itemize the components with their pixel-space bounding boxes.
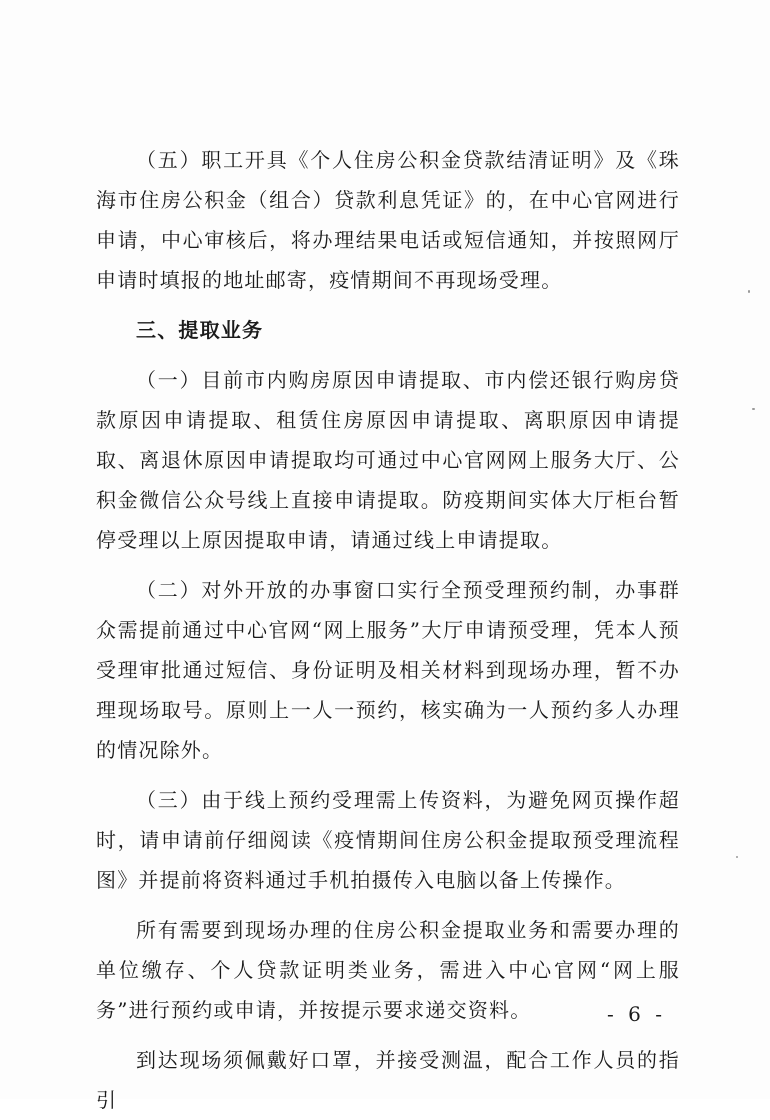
paragraph-loan-certificate: （五）职工开具《个人住房公积金贷款结清证明》及《珠海市住房公积金（组合）贷款利息凭证》的，在中心官网进行申请，中心审核后，将办理结果电话或短信通知，并按照网厅申请时填报的地址邮寄，疫情期间不再现场受理。: [96, 148, 680, 292]
paragraph-onsite-business: 所有需要到现场办理的住房公积金提取业务和需要办理的单位缴存、个人贷款证明类业务，需进入中心官网“网上服务”进行预约或申请，并按提示要求递交资料。: [96, 918, 680, 1022]
document-body: [96, 140, 680, 1120]
scan-speck: [748, 290, 750, 293]
page-number: - 6 -: [607, 1002, 666, 1026]
scan-speck: [752, 408, 755, 410]
section-heading-withdrawal: 三、提取业务: [136, 318, 264, 342]
paragraph-upload-materials: （三）由于线上预约受理需上传资料，为避免网页操作超时，请申请前仔细阅读《疫情期间住房公积金提取预受理流程图》并提前将资料通过手机拍摄传入电脑以备上传操作。: [96, 788, 680, 892]
paragraph-online-withdrawal: （一）目前市内购房原因申请提取、市内偿还银行购房贷款原因申请提取、租赁住房原因申请提取、离职原因申请提取、离退休原因申请提取均可通过中心官网网上服务大厅、公积金微信公众号线上直接申请提取。防疫期间实体大厅柜台暂停受理以上原因提取申请，请通过线上申请提取。: [96, 368, 680, 552]
paragraph-appointment-system: （二）对外开放的办事窗口实行全预受理预约制，办事群众需提前通过中心官网“网上服务”大厅申请预受理，凭本人预受理审批通过短信、身份证明及相关材料到现场办理，暂不办理现场取号。原则上一人一预约，核实确为一人预约多人办理的情况除外。: [96, 578, 680, 762]
paragraph-onsite-requirements: 到达现场须佩戴好口罩，并接受测温，配合工作人员的指引: [96, 1048, 680, 1112]
scan-speck: [736, 856, 738, 858]
